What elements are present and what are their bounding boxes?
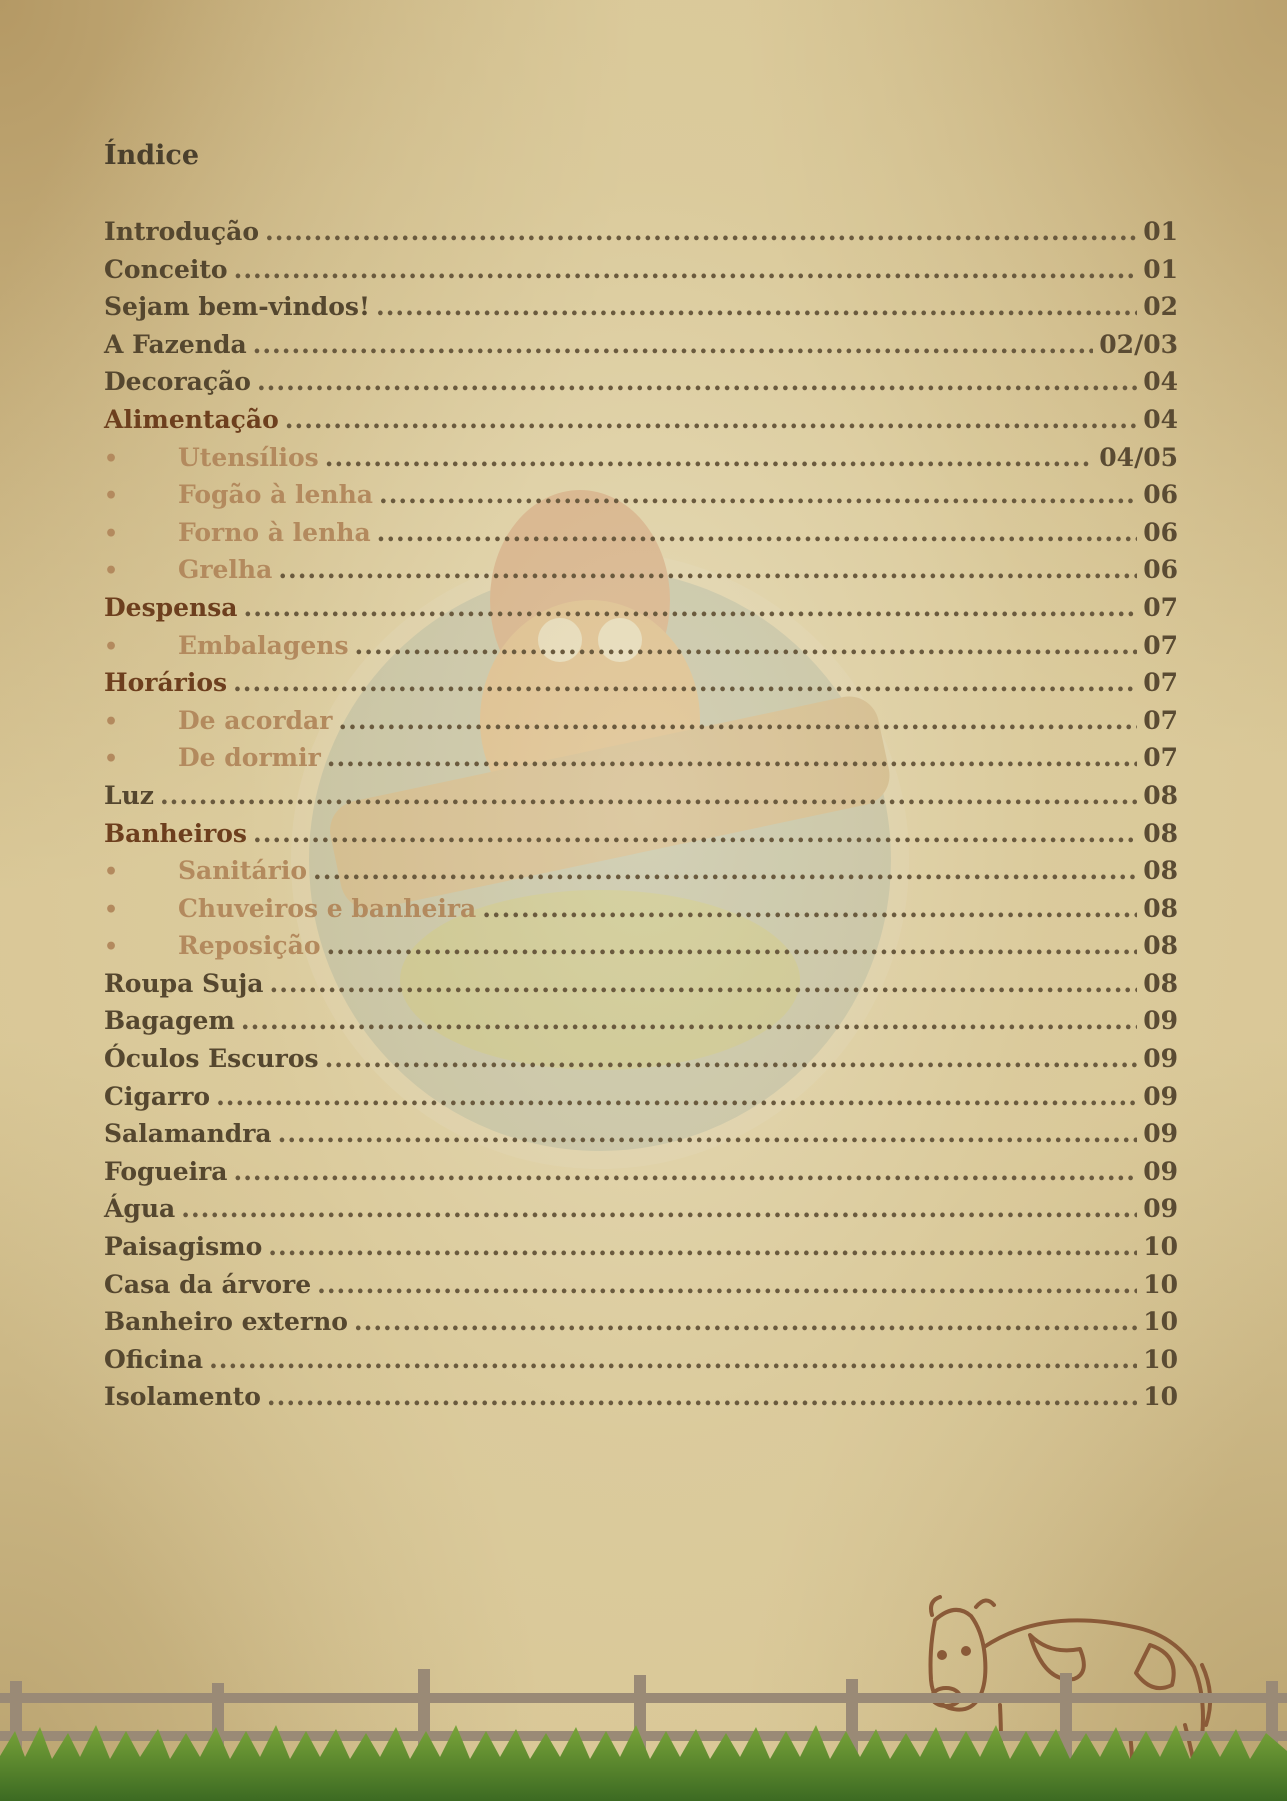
toc-entry-page: 08 [1143, 893, 1178, 923]
toc-entry-page: 09 [1143, 1081, 1178, 1111]
dot-leader [355, 631, 1138, 660]
dot-leader [317, 1270, 1137, 1299]
dot-leader [181, 1194, 1137, 1223]
toc-entry-page: 07 [1143, 630, 1178, 660]
toc-entry [104, 894, 1178, 932]
dot-leader [278, 1119, 1138, 1148]
toc-entry-page: 09 [1143, 1194, 1178, 1224]
bullet-icon: • [104, 445, 119, 472]
dot-leader [209, 1345, 1137, 1374]
toc-entry-page: 02/03 [1099, 329, 1178, 359]
toc-entry-page: 07 [1143, 592, 1178, 622]
toc-entry-page: 06 [1143, 480, 1178, 510]
toc-entry-page: 08 [1143, 818, 1178, 848]
toc-entry-page: 08 [1143, 968, 1178, 998]
toc-entry-page: 01 [1143, 217, 1178, 246]
dot-leader [234, 255, 1138, 284]
toc-entry [104, 518, 1178, 556]
dot-leader [268, 1232, 1137, 1261]
dot-leader [376, 292, 1137, 321]
toc-entry-label: De acordar [178, 705, 333, 735]
toc-entry-page: 04 [1143, 404, 1178, 434]
toc-entry-label: Forno à lenha [178, 517, 371, 547]
toc-entry-page: 09 [1143, 1156, 1178, 1186]
toc-entry-page: 08 [1143, 931, 1178, 961]
bullet-icon: • [104, 934, 119, 961]
toc-entry [104, 1044, 1178, 1082]
toc-entry [104, 781, 1178, 819]
toc-entry-label: Fogueira [104, 1156, 228, 1186]
toc-entry-label: Reposição [178, 931, 321, 961]
toc-entry-page: 07 [1143, 743, 1178, 773]
dot-leader [278, 555, 1137, 584]
toc-entry-label: Chuveiros e banheira [178, 893, 477, 923]
toc-entry [104, 555, 1178, 593]
bullet-icon: • [104, 708, 119, 735]
toc-entry [104, 743, 1178, 781]
toc-entry-label: A Fazenda [104, 329, 247, 359]
toc-entry-label: Fogão à lenha [178, 480, 373, 510]
toc-entry-page: 02 [1143, 292, 1178, 322]
toc-entry-label: Bagagem [104, 1006, 235, 1036]
bullet-icon: • [104, 746, 119, 773]
toc-entry [104, 255, 1178, 293]
toc-entry [104, 480, 1178, 518]
toc-entry-page: 06 [1143, 517, 1178, 547]
fence-and-grass [0, 1661, 1287, 1801]
toc-entry [104, 1270, 1178, 1308]
toc-entry-label: Horários [104, 668, 228, 698]
dot-leader [267, 1382, 1137, 1411]
toc-entry [104, 1194, 1178, 1232]
toc-entry [104, 1119, 1178, 1157]
toc-entry [104, 819, 1178, 857]
dot-leader [313, 856, 1137, 885]
toc-entry [104, 1345, 1178, 1383]
dot-leader [257, 367, 1137, 396]
toc-entry-label: Luz [104, 780, 154, 810]
toc-entry-page: 06 [1143, 555, 1178, 585]
dot-leader [354, 1307, 1137, 1336]
toc-entry-page: 09 [1143, 1044, 1178, 1074]
bullet-icon: • [104, 633, 119, 660]
toc-entry [104, 367, 1178, 405]
toc-entry-label: Oficina [104, 1344, 204, 1374]
toc-entry [104, 217, 1178, 255]
bullet-icon: • [104, 859, 119, 886]
toc-entry [104, 931, 1178, 969]
toc-entry-label: Óculos Escuros [104, 1044, 319, 1074]
table-of-contents [104, 217, 1178, 1420]
toc-entry [104, 668, 1178, 706]
dot-leader [216, 1082, 1137, 1111]
toc-entry-page: 08 [1143, 856, 1178, 886]
toc-entry-label: Utensílios [178, 442, 319, 472]
toc-entry-page: 01 [1143, 254, 1178, 284]
bullet-icon: • [104, 896, 119, 923]
toc-entry-label: Despensa [104, 592, 238, 622]
toc-entry-label: De dormir [178, 743, 321, 773]
dot-leader [160, 781, 1137, 810]
toc-entry-page: 08 [1143, 780, 1178, 810]
toc-entry-page: 09 [1143, 1006, 1178, 1036]
toc-entry-label: Sanitário [178, 856, 308, 886]
toc-entry [104, 405, 1178, 443]
dot-leader [270, 969, 1138, 998]
dot-leader [253, 819, 1137, 848]
toc-entry [104, 330, 1178, 368]
toc-entry-page: 10 [1143, 1269, 1178, 1299]
toc-entry-label: Paisagismo [104, 1232, 263, 1262]
dot-leader [377, 518, 1138, 547]
dot-leader [244, 593, 1138, 622]
dot-leader [241, 1006, 1137, 1035]
toc-entry [104, 969, 1178, 1007]
toc-entry-label: Conceito [104, 254, 228, 284]
toc-entry-label: Salamandra [104, 1119, 272, 1149]
dot-leader [327, 743, 1137, 772]
dot-leader [233, 668, 1137, 697]
toc-entry-page: 10 [1143, 1232, 1178, 1262]
dot-leader [285, 405, 1137, 434]
dot-leader [325, 443, 1094, 472]
page-title: Índice [104, 140, 200, 171]
dot-leader [253, 330, 1094, 359]
toc-entry-label: Grelha [178, 555, 273, 585]
toc-entry-page: 04/05 [1099, 442, 1178, 472]
toc-entry [104, 631, 1178, 669]
toc-entry [104, 443, 1178, 481]
toc-entry-label: Sejam bem-vindos! [104, 292, 370, 322]
toc-entry-page: 10 [1143, 1382, 1178, 1412]
dot-leader [234, 1157, 1138, 1186]
toc-entry [104, 706, 1178, 744]
toc-entry-label: Isolamento [104, 1382, 261, 1412]
toc-entry-page: 07 [1143, 668, 1178, 698]
bullet-icon: • [104, 558, 119, 585]
toc-entry-page: 07 [1143, 705, 1178, 735]
dot-leader [265, 217, 1137, 246]
toc-entry [104, 1232, 1178, 1270]
toc-entry-page: 04 [1143, 367, 1178, 397]
toc-entry [104, 1006, 1178, 1044]
toc-entry-label: Decoração [104, 367, 251, 397]
toc-entry [104, 1157, 1178, 1195]
dot-leader [338, 706, 1137, 735]
toc-entry-label: Introdução [104, 217, 260, 246]
toc-entry-label: Banheiro externo [104, 1307, 348, 1337]
bullet-icon: • [104, 483, 119, 510]
toc-entry-page: 10 [1143, 1344, 1178, 1374]
toc-entry-label: Banheiros [104, 818, 248, 848]
bullet-icon: • [104, 520, 119, 547]
toc-entry-label: Roupa Suja [104, 968, 264, 998]
toc-entry-page: 10 [1143, 1307, 1178, 1337]
toc-entry-label: Embalagens [178, 630, 349, 660]
toc-entry-label: Água [104, 1194, 176, 1224]
dot-leader [379, 480, 1137, 509]
toc-entry-label: Alimentação [104, 404, 279, 434]
toc-entry [104, 1307, 1178, 1345]
toc-entry [104, 1082, 1178, 1120]
toc-entry-label: Cigarro [104, 1081, 211, 1111]
dot-leader [325, 1044, 1138, 1073]
toc-entry [104, 1382, 1178, 1420]
toc-entry-label: Casa da árvore [104, 1269, 312, 1299]
dot-leader [327, 931, 1138, 960]
toc-entry [104, 593, 1178, 631]
dot-leader [482, 894, 1137, 923]
toc-entry-page: 09 [1143, 1119, 1178, 1149]
toc-entry [104, 856, 1178, 894]
toc-entry [104, 292, 1178, 330]
